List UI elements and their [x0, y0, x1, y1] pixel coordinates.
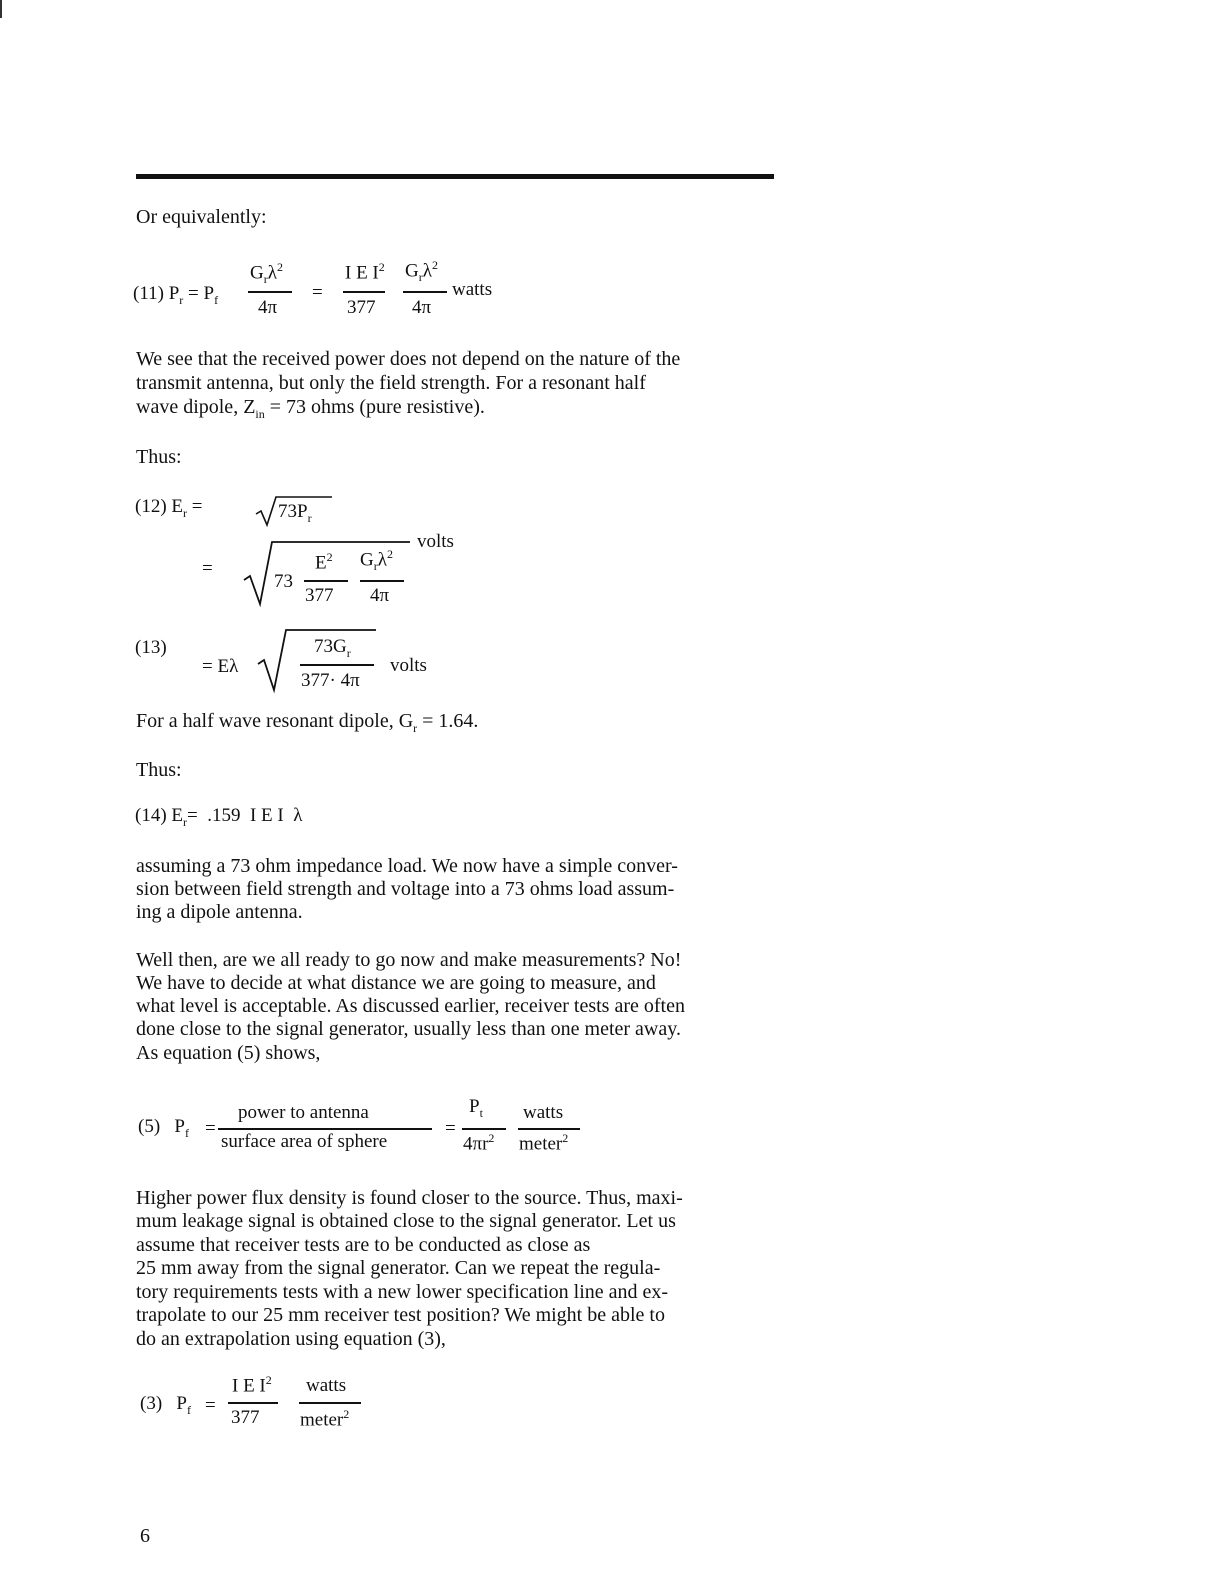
eq3-den1: 377	[231, 1407, 260, 1428]
para5-line2: mum leakage signal is obtained close to the signal generator. Let us	[136, 1210, 676, 1232]
header-rule	[136, 174, 774, 179]
para5-line7: do an extrapolation using equation (3),	[136, 1328, 446, 1350]
thus-label-2: Thus:	[136, 759, 182, 781]
eq11-den2: 377	[347, 297, 376, 318]
eq12-num-b: $G_r\lambda^2$	[360, 547, 393, 574]
eq11-bar3	[403, 291, 447, 293]
thus-label-1: Thus:	[136, 446, 182, 468]
para1-line1: We see that the received power does not depend on the nature of the	[136, 348, 681, 370]
eq3-bar1	[228, 1402, 278, 1404]
eq5-den1: surface area of sphere	[221, 1131, 388, 1152]
eq5-den3: meter$^2$	[519, 1131, 569, 1155]
eq12-eq-b: =	[202, 558, 213, 579]
para4-line1: Well then, are we all ready to go now and make measurements? No!	[136, 949, 682, 971]
para4-line2: We have to decide at what distance we are going to measure, and	[136, 972, 656, 994]
eq13-num: $73G_r$	[314, 636, 351, 660]
eq11-bar2	[343, 291, 385, 293]
para5-line3: assume that receiver tests are to be conducted as close as	[136, 1234, 591, 1256]
eq11-unit: watts	[452, 279, 493, 300]
para4-line5: As equation (5) shows,	[136, 1042, 321, 1064]
page-number: 6	[140, 1525, 150, 1547]
eq5-bar1	[218, 1128, 432, 1130]
para4-line4: done close to the signal generator, usually less than one meter away.	[136, 1018, 681, 1040]
eq3-num1: I E $I^2$	[232, 1373, 272, 1397]
eq5-bar3	[518, 1128, 580, 1130]
eq13-label: (13)	[135, 637, 167, 658]
scan-edge-mark	[0, 0, 2, 18]
para1-line3: wave dipole, $Z_{in} = 73$ ohms (pure resistive).	[136, 396, 485, 421]
eq12-label: (12) $E_r$ =	[135, 496, 203, 520]
eq12-num-a: $E^2$	[315, 550, 333, 574]
intro-text: Or equivalently:	[136, 206, 267, 228]
eq12-bar-b	[360, 580, 404, 582]
eq3-bar2	[299, 1402, 361, 1404]
para5-line4: 25 mm away from the signal generator. Can we repeat the regula-	[136, 1257, 661, 1279]
eq12-radicand-1: $73P_r$	[278, 501, 312, 525]
eq12-den-a: 377	[305, 585, 334, 606]
para1-line2: transmit antenna, but only the field strength. For a resonant half	[136, 372, 646, 394]
eq5-bar2	[462, 1128, 506, 1130]
eq11-bar1	[248, 291, 292, 293]
eq11-lhs: (11) $P_r = P_f$	[133, 283, 219, 307]
eq14: (14) $E_r= .159$ I E I λ	[135, 805, 303, 829]
eq12-unit: volts	[417, 531, 454, 552]
eq5-num1: power to antenna	[238, 1102, 369, 1123]
eq5-den2: $4\pi r^2$	[463, 1131, 495, 1155]
para5-line5: tory requirements tests with a new lower specification line and ex-	[136, 1281, 669, 1303]
eq12-den-b: 4π	[370, 585, 390, 606]
para3-line3: ing a dipole antenna.	[136, 901, 303, 923]
eq11-den1: 4π	[258, 297, 278, 318]
eq3-num2: watts	[306, 1375, 347, 1396]
eq5-num3: watts	[523, 1102, 564, 1123]
eq13-bar	[300, 664, 374, 666]
eq11-den3: 4π	[412, 297, 432, 318]
para2: For a half wave resonant dipole, $G_r = 1.64$.	[136, 710, 479, 735]
para3-line2: sion between field strength and voltage into a 73 ohms load assum-	[136, 878, 675, 900]
eq11-num2: I E $I^2$	[345, 260, 385, 284]
para3-line1: assuming a 73 ohm impedance load. We now have a simple conver-	[136, 855, 678, 877]
eq13-unit: volts	[390, 655, 427, 676]
eq11-num3: $G_r\lambda^2$	[405, 258, 438, 285]
eq13-lhs: = Eλ	[202, 656, 239, 677]
eq11-eq2: =	[312, 282, 323, 303]
para5-line6: trapolate to our 25 mm receiver test position? We might be able to	[136, 1304, 665, 1326]
eq5-eq2: =	[445, 1118, 456, 1139]
eq3-eq: =	[205, 1395, 216, 1416]
eq3-den2: meter$^2$	[300, 1407, 350, 1431]
eq5-label: (5) $P_f$	[138, 1116, 189, 1140]
eq12-coef: 73	[274, 571, 293, 592]
eq12-bar-a	[304, 580, 348, 582]
para4-line3: what level is acceptable. As discussed earlier, receiver tests are often	[136, 995, 685, 1017]
eq5-eq: =	[205, 1118, 216, 1139]
para5-line1: Higher power flux density is found closer to the source. Thus, maxi-	[136, 1187, 683, 1209]
eq3-label: (3) $P_f$	[140, 1393, 191, 1417]
eq13-den: 377· 4π	[301, 670, 360, 691]
eq5-num2: $P_t$	[469, 1096, 483, 1120]
eq11-num1: $G_r\lambda^2$	[250, 260, 283, 287]
